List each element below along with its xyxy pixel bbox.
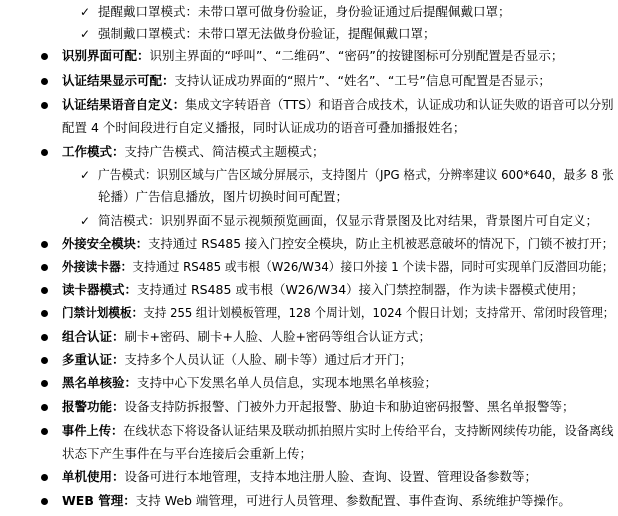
list-item: [0, 256, 618, 278]
bullet-icon: [41, 404, 48, 411]
item-label: 外接读卡器：: [62, 259, 133, 274]
checkmark-icon: ✓: [79, 27, 91, 41]
list-item: [0, 23, 618, 45]
list-item: [0, 233, 618, 255]
item-text: 设备支持防拆报警、门被外力开起报警、胁迫卡和胁迫密码报警、黑名单报警等；: [124, 399, 575, 414]
list-item: [0, 372, 618, 394]
item-text: 支持通过 RS485 接入门控安全模块，防止主机被恶意破坏的情况下，门锁不被打开；: [148, 236, 614, 251]
item-text: 提醒戴口罩模式：未带口罩可做身份验证，身份验证通过后提醒佩戴口罩；: [98, 4, 511, 19]
bullet-icon: [41, 149, 48, 156]
item-label: 工作模式：: [62, 144, 125, 159]
list-item: [0, 349, 618, 371]
item-text-continued: 状态下产生事件在与平台连接后会重新上传；: [62, 446, 313, 461]
list-item: [0, 94, 618, 116]
bullet-icon: [41, 241, 48, 248]
bullet-icon: [41, 310, 48, 317]
bullet-icon: [41, 498, 48, 505]
item-text: 广告模式：识别区域与广告区域分屏展示，支持图片（JPG 格式，分辨率建议 600*640，最多 8 张: [98, 167, 614, 182]
item-text: 支持认证成功界面的“照片”、“姓名”、“工号”信息可配置是否显示；: [174, 73, 551, 88]
bullet-icon: [41, 78, 48, 85]
list-item: [0, 326, 618, 348]
item-text: 强制戴口罩模式：未带口罩无法做身份验证，提醒佩戴口罩；: [98, 26, 436, 41]
bullet-icon: [41, 380, 48, 387]
item-text: 支持通过 RS485 或韦根（W26/W34）接口外接 1 个读卡器，同时可实现单门反潜回功能；: [132, 259, 614, 274]
item-text: 支持 255 组计划模板管理，128 个周计划，1024 个假日计划；支持常开、常闭时段管理；: [143, 305, 615, 320]
bullet-icon: [41, 264, 48, 271]
item-text: 支持通过 RS485 或韦根（W26/W34）接入门禁控制器，作为读卡器模式使用；: [137, 282, 584, 297]
item-label: 报警功能：: [62, 399, 125, 414]
item-label: 认证结果显示可配：: [62, 73, 175, 88]
checkmark-icon: ✓: [79, 214, 91, 228]
item-label: 读卡器模式：: [62, 282, 138, 297]
item-label: 单机使用：: [62, 469, 125, 484]
item-text: 在线状态下将设备认证结果及联动抓拍照片实时上传给平台，支持断网续传功能，设备离线: [123, 423, 614, 438]
list-item: [0, 396, 618, 418]
bullet-icon: [41, 102, 48, 109]
item-label: 认证结果语音自定义：: [62, 97, 186, 112]
item-label: 门禁计划模板：: [62, 305, 144, 320]
list-item: [0, 164, 618, 186]
item-text-continued: 轮播）广告信息播放，图片切换时间可配置；: [98, 189, 349, 204]
item-text: 简洁模式：识别界面不显示视频预览画面，仅显示背景图及比对结果，背景图片可自定义；: [98, 213, 599, 228]
list-item-continuation: [0, 186, 618, 208]
list-item: [0, 1, 618, 23]
list-item: [0, 466, 618, 488]
item-label: 多重认证：: [62, 352, 125, 367]
list-item: [0, 210, 618, 232]
item-text: 识别主界面的“呼叫”、“二维码”、“密码”的按键图标可分别配置是否显示；: [149, 48, 564, 63]
list-item: [0, 45, 618, 67]
bullet-icon: [41, 428, 48, 435]
item-text: 设备可进行本地管理，支持本地注册人脸、查询、设置、管理设备参数等；: [124, 469, 538, 484]
item-text: 刷卡+密码、刷卡+人脸、人脸+密码等组合认证方式；: [124, 329, 431, 344]
list-item: [0, 302, 618, 324]
list-item: [0, 420, 618, 442]
checkmark-icon: ✓: [79, 5, 91, 19]
list-item: [0, 70, 618, 92]
bullet-icon: [41, 287, 48, 294]
item-text: 支持中心下发黑名单人员信息，实现本地黑名单核验；: [137, 375, 438, 390]
bullet-icon: [41, 357, 48, 364]
item-text: 集成文字转语音（TTS）和语音合成技术，认证成功和认证失败的语音可以分别: [185, 97, 614, 112]
checkmark-icon: ✓: [79, 168, 91, 182]
item-label: 外接安全模块：: [62, 236, 149, 251]
bullet-icon: [41, 334, 48, 341]
item-label: 黑名单核验：: [62, 375, 138, 390]
list-item-continuation: [0, 443, 618, 465]
item-text: 支持多个人员认证（人脸、刷卡等）通过后才开门；: [124, 352, 413, 367]
item-text-continued: 配置 4 个时间段进行自定义播报，同时认证成功的语音可叠加播报姓名；: [62, 120, 466, 135]
list-item-continuation: [0, 117, 618, 139]
list-item: [0, 141, 618, 163]
item-text: 支持 Web 端管理，可进行人员管理、参数配置、事件查询、系统维护等操作。: [135, 493, 571, 508]
item-label: 组合认证：: [62, 329, 125, 344]
bullet-icon: [41, 474, 48, 481]
list-item: [0, 490, 618, 512]
bullet-icon: [41, 53, 48, 60]
item-label: 识别界面可配：: [62, 48, 150, 63]
item-label: WEB 管理：: [62, 493, 136, 508]
list-item: [0, 279, 618, 301]
item-label: 事件上传：: [62, 423, 124, 438]
item-text: 支持广告模式、简洁模式主题模式；: [124, 144, 325, 159]
